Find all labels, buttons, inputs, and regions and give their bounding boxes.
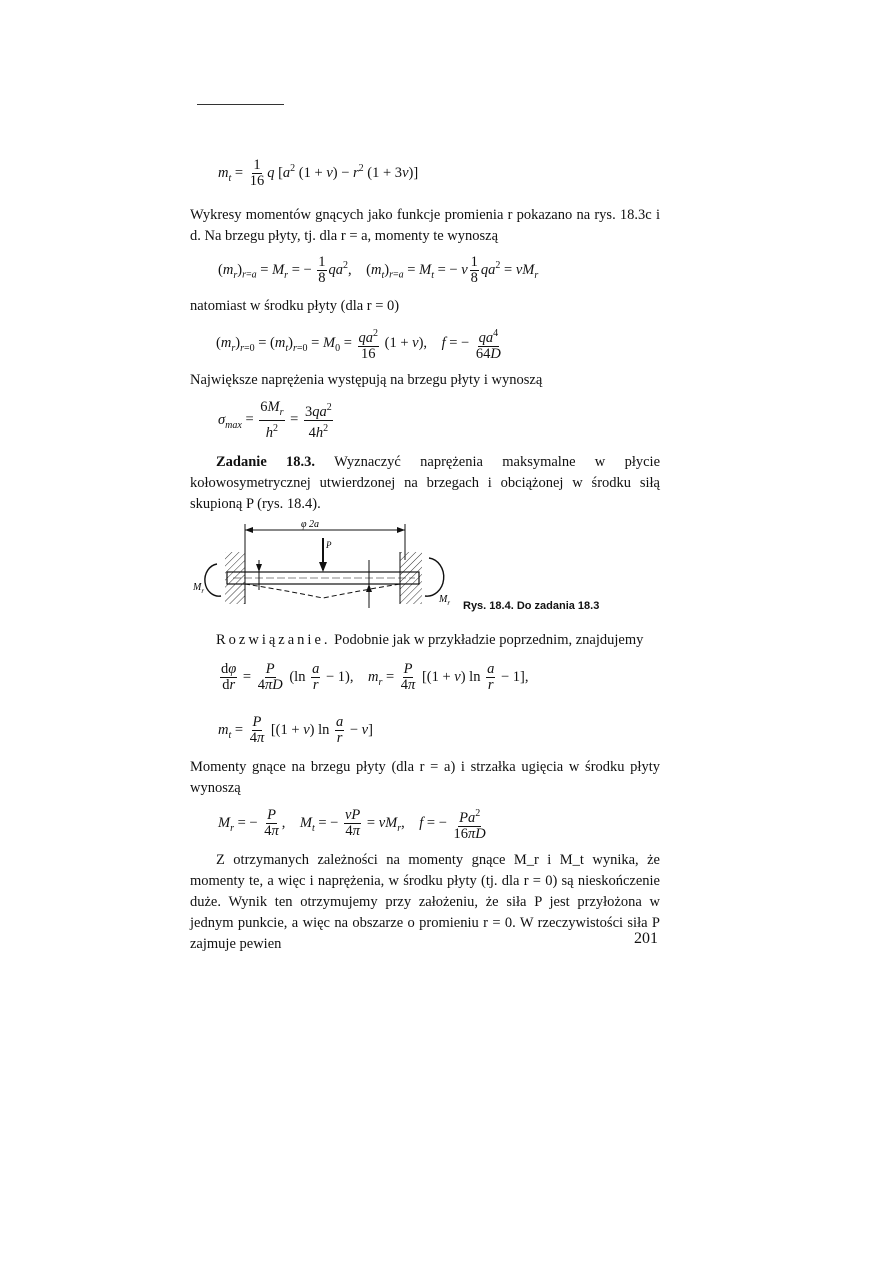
equation-edge-moments: $(m_r)_{r=a} = M_r$ = − $\frac{1}{8}$ $qa^2$, $(m_t)_{r=a} = M_t$ = − ν $\frac{1}{8}$ $qa^2 = \nu M_r$ bbox=[218, 254, 539, 286]
load-label: P bbox=[326, 540, 332, 550]
paragraph-momenty: Momenty gnące na brzegu płyty (dla r = a) i strzałka ugięcia w środku płyty wynoszą bbox=[190, 759, 660, 796]
paragraph-zadanie bbox=[190, 452, 660, 515]
equation-center-moments: $(m_r)_{r=0} = (m_t)_{r=0} = M_0$ = $\frac{qa^2}{16}$ (1 + ν), f = − $\frac{qa^4}{64D}$ bbox=[216, 328, 501, 362]
equation-edge-p: $M_r$ = − $\frac{P}{4\pi}$ , $M_t$ = − $\frac{\nu P}{4\pi}$ = $\nu M_r$, f = − $\frac{Pa^2}{16\pi D}$ bbox=[218, 807, 486, 842]
dimension-label: φ 2a bbox=[301, 520, 320, 530]
rozwiazanie-text: Podobnie jak w przykładzie poprzednim, znajdujemy bbox=[334, 632, 644, 648]
rozwiazanie-label: Rozwiązanie. bbox=[216, 632, 331, 648]
equation-mt: $m_t$ = $\frac{1}{16}$ q [$a^2$ $(1 + \nu) - r^2$ (1 + 3ν)] bbox=[218, 157, 419, 189]
figure-plate-diagram bbox=[193, 520, 463, 620]
header-rule bbox=[197, 104, 284, 105]
svg-text:Mr: $M_r$ bbox=[439, 594, 451, 607]
deflection-curve bbox=[245, 584, 400, 598]
paragraph-max-stress: Największe naprężenia występują na brzegu płyty i wynoszą bbox=[190, 372, 543, 388]
equation-dphi: $\frac{d\varphi}{dr}$ = $\frac{P}{4\pi D}$ (ln $\frac{a}{r}$ − 1), $m_r$ = $\frac{P}{4\pi}$ [(1 + ν) ln $\frac{a}{r}$ − 1], bbox=[221, 661, 529, 693]
zadanie-label: Zadanie 18.3. bbox=[216, 454, 316, 470]
figure-caption: Rys. 18.4. Do zadania 18.3 bbox=[463, 600, 600, 612]
paragraph-rozwiazanie bbox=[190, 630, 660, 651]
zadanie-text: Wyznaczyć naprężenia maksymalne w płycie kołowosymetrycznej utwierdzonej na brzegach i obciążonej w środku siłą skupioną P (rys. 18.4). bbox=[190, 454, 661, 512]
moment-left bbox=[205, 564, 221, 596]
moment-right bbox=[425, 558, 444, 596]
paragraph-center: natomiast w środku płyty (dla r = 0) bbox=[190, 298, 400, 314]
paragraph-wniosek: Z otrzymanych zależności na momenty gnące M_r i M_t wynika, że momenty te, a więc i naprężenia, w środku płyty (tj. dla r = 0) są nieskończenie duże. Wynik ten otrzymujemy przy założeniu, że siła P jest przyłożona w jednym punkcie, a więc na obszarze o promieniu r = 0. W rzeczywistości siła P zajmuje pewien bbox=[190, 852, 660, 952]
svg-text:Mr: $M_r$ bbox=[193, 582, 205, 595]
paragraph-wykresy: Wykresy momentów gnących jako funkcje promienia r pokazano na rys. 18.3c i d. Na brzegu płyty, tj. dla r = a, momenty te wynoszą bbox=[190, 207, 660, 244]
equation-sigma-max: $\sigma_{max}$ = $\frac{6M_r}{h^2}$ = $\frac{3qa^2}{4h^2}$ bbox=[218, 399, 332, 441]
equation-mt-p: $m_t$ = $\frac{P}{4\pi}$ [(1 + ν) ln $\frac{a}{r}$ − ν] bbox=[218, 714, 373, 746]
page-number: 201 bbox=[634, 930, 658, 947]
